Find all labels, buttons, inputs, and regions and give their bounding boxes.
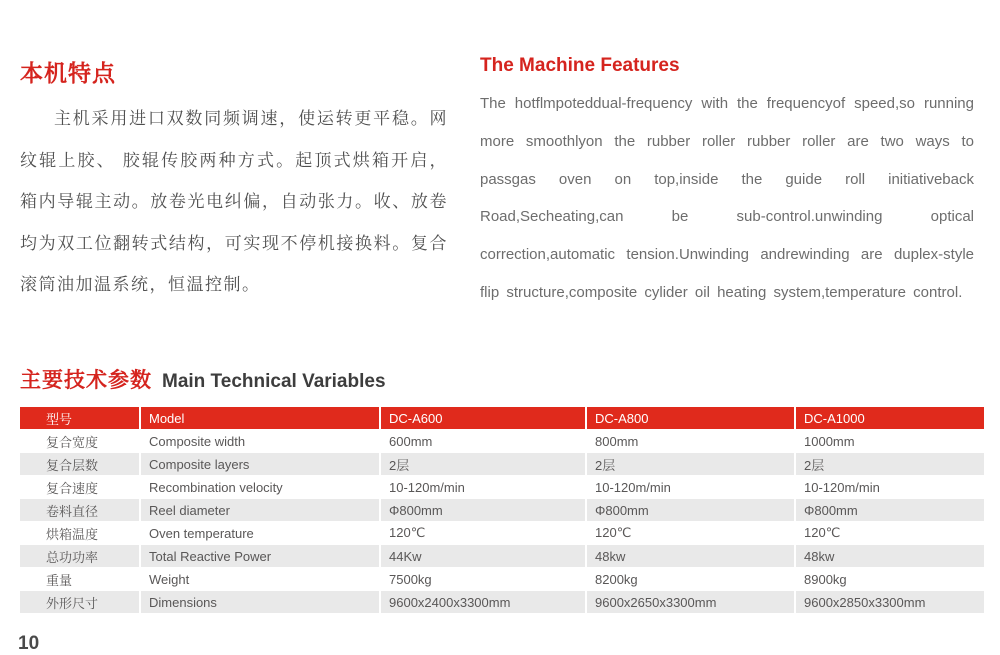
spec-row-weight: [20, 568, 984, 590]
spec-row-oven-temperature: [20, 522, 984, 544]
features-body-en: The hotflmpoteddual-frequency with the frequencyof speed,so running more smoothlyon the rubber roller rubber roller are two ways to passgas oven on top,inside the guide roll initiativeback Road,Secheating,can be sub-control.unwinding optical correction,automatic tension.Unwinding andrewinding are duplex-style flip structure,composite cylider oil heating system,temperature control.: [480, 95, 974, 301]
spec-cell-param-en: Composite layers: [141, 453, 379, 475]
spec-header-dc-a1000: DC-A1000: [796, 407, 984, 429]
spec-cell-a800: Φ800mm: [587, 499, 794, 521]
spec-cell-a1000: 9600x2850x3300mm: [796, 591, 984, 613]
spec-cell-a600: 600mm: [381, 430, 585, 452]
spec-cell-a600: 9600x2400x3300mm: [381, 591, 585, 613]
specs-header-row: [20, 407, 984, 429]
spec-row-composite-layers: [20, 453, 984, 475]
spec-cell-param-en: Reel diameter: [141, 499, 379, 521]
spec-cell-a600: 2层: [381, 453, 585, 475]
spec-cell-param-cn: 复合层数: [20, 453, 139, 475]
spec-header-dc-a800: DC-A800: [587, 407, 794, 429]
specs-title-cn: 主要技术参数: [20, 369, 152, 392]
page-number: 10: [18, 633, 40, 654]
spec-header-dc-a600: DC-A600: [381, 407, 585, 429]
spec-row-reel-diameter: [20, 499, 984, 521]
spec-cell-a600: 44Kw: [381, 545, 585, 567]
spec-header-param-cn: 型号: [20, 407, 139, 429]
spec-cell-param-cn: 外形尺寸: [20, 591, 139, 613]
spec-cell-a600: Φ800mm: [381, 499, 585, 521]
spec-row-dimensions: [20, 591, 984, 613]
specs-table: [18, 406, 986, 614]
spec-cell-a600: 10-120m/min: [381, 476, 585, 498]
specs-title-en: Main Technical Variables: [162, 371, 386, 392]
spec-cell-a1000: Φ800mm: [796, 499, 984, 521]
spec-cell-param-cn: 总功功率: [20, 545, 139, 567]
spec-cell-param-en: Weight: [141, 568, 379, 590]
spec-row-total-reactive-power: [20, 545, 984, 567]
features-title-en: The Machine Features: [480, 55, 680, 76]
spec-cell-param-en: Recombination velocity: [141, 476, 379, 498]
spec-cell-param-en: Dimensions: [141, 591, 379, 613]
spec-cell-a1000: 1000mm: [796, 430, 984, 452]
spec-cell-a1000: 2层: [796, 453, 984, 475]
spec-cell-param-en: Composite width: [141, 430, 379, 452]
spec-cell-a1000: 48kw: [796, 545, 984, 567]
spec-cell-a800: 48kw: [587, 545, 794, 567]
features-section-en: [480, 55, 974, 312]
spec-cell-a800: 9600x2650x3300mm: [587, 591, 794, 613]
spec-cell-a800: 120℃: [587, 522, 794, 544]
spec-header-model: Model: [141, 407, 379, 429]
spec-cell-param-en: Oven temperature: [141, 522, 379, 544]
spec-cell-a800: 10-120m/min: [587, 476, 794, 498]
spec-cell-a1000: 8900kg: [796, 568, 984, 590]
spec-row-composite-width: [20, 430, 984, 452]
spec-cell-param-cn: 烘箱温度: [20, 522, 139, 544]
spec-cell-a800: 8200kg: [587, 568, 794, 590]
spec-cell-param-cn: 重量: [20, 568, 139, 590]
features-title-cn: 本机特点: [20, 60, 116, 86]
spec-row-recombination-velocity: [20, 476, 984, 498]
features-body-cn: 主机采用进口双数同频调速，使运转更平稳。网纹辊上胶、 胶辊传胶两种方式。起顶式烘箱开启，箱内导辊主动。放卷光电纠偏，自动张力。收、放卷均为双工位翻转式结构，可实现不停机接换料。复合滚筒油加温系统，恒温控制。: [20, 109, 448, 294]
spec-cell-a800: 800mm: [587, 430, 794, 452]
spec-cell-a600: 120℃: [381, 522, 585, 544]
spec-cell-param-cn: 复合宽度: [20, 430, 139, 452]
spec-cell-param-en: Total Reactive Power: [141, 545, 379, 567]
specs-table-container: [18, 406, 986, 614]
spec-cell-a1000: 10-120m/min: [796, 476, 984, 498]
spec-cell-param-cn: 卷料直径: [20, 499, 139, 521]
spec-cell-a800: 2层: [587, 453, 794, 475]
spec-cell-a600: 7500kg: [381, 568, 585, 590]
spec-cell-param-cn: 复合速度: [20, 476, 139, 498]
features-section-cn: [20, 55, 448, 306]
specs-heading: [20, 364, 386, 394]
spec-cell-a1000: 120℃: [796, 522, 984, 544]
